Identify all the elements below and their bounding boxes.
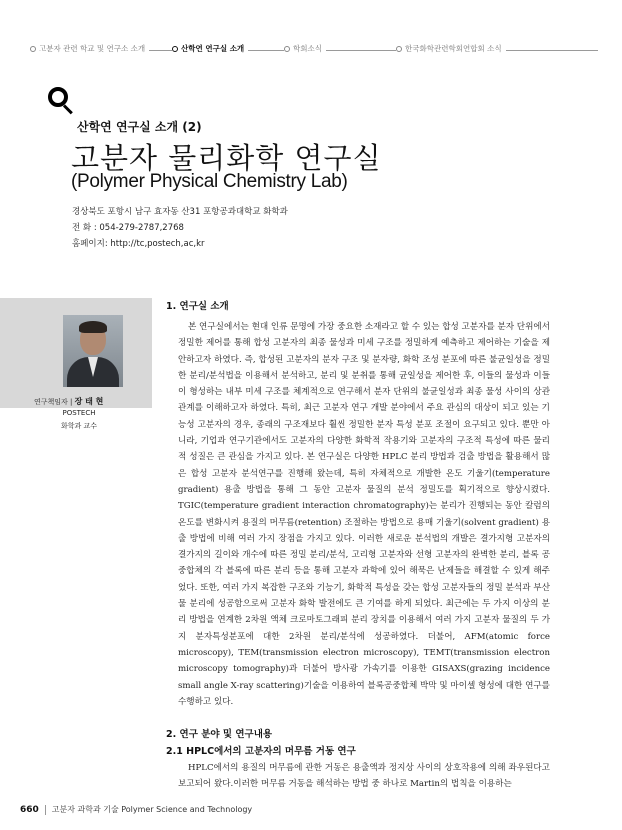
address-text: 경상북도 포항시 남구 효자동 산31 포항공과대학교 화학과 [72,207,288,217]
page-subtitle: (Polymer Physical Chemistry Lab) [71,171,348,192]
researcher-photo [63,315,123,387]
section-body-2-1 [178,760,550,793]
researcher-role: 연구책임자 | [34,398,73,406]
magnifier-handle-icon [63,104,73,114]
photo-hair [79,321,107,333]
nav-item-label: 한국화학관련학회연합회 소식 [405,44,502,53]
section-heading-2: 2. 연구 분야 및 연구내용 [166,729,273,740]
paragraph: HPLC에서의 용질의 머무름에 관한 거동은 용출액과 정지상 사이의 상호작용에 의해 좌우된다고 보고되어 왔다.이러한 머무름 거동을 해석하는 방법 중 하나로 Martin의 법칙을 이용하는 [178,763,550,790]
nav-bullet-icon [30,46,36,52]
nav-item-lab-intro[interactable] [172,43,248,54]
nav-bullet-icon [396,46,402,52]
nav-item-society-news[interactable] [284,43,326,54]
page-footer [20,804,252,815]
top-navigation [30,41,598,57]
journal-name: 고분자 과학과 기술 Polymer Science and Technology [51,805,253,814]
nav-item-federation-news[interactable] [396,43,506,54]
page-title: 고분자 물리화학 연구실 [71,141,382,175]
nav-item-label: 산학연 연구실 소개 [181,44,245,53]
researcher-caption [34,396,134,433]
phone-text: 전 화 : 054-279-2787,2768 [72,223,184,233]
nav-bullet-icon [172,46,178,52]
nav-item-schools[interactable] [30,43,149,54]
nav-bullet-icon [284,46,290,52]
section-body-1 [178,319,550,710]
researcher-name: 장 태 현 [74,397,104,406]
page-number: 660 [20,804,39,815]
section-heading-2-1: 2.1 HPLC에서의 고분자의 머무름 거동 연구 [166,746,356,757]
researcher-org: POSTECH [62,409,96,417]
series-label: 산학연 연구실 소개 (2) [77,120,202,134]
paragraph: 본 연구실에서는 현대 인류 문명에 가장 중요한 소재라고 할 수 있는 합성 고분자를 분자 단위에서 정밀한 제어를 통해 합성 고분자의 최종 물성과 미세 구조를 정밀하게 예측하고 제어하는 기술을 제안하고자 하였다. 즉, 합성된 고분자의 분자 구조 및 분자량, 화학 조성 분포에 따른 불균일성을 정밀한 분리/분석법을 이용해서 분석하고, 분리 및 분취를 통해 균일성을 제어한 후, 이들의 물성과 이들이 형성하는 내부 미세 구조를 체계적으로 연구해서 분자 단위의 불균일성과 최종 물성 사이의 상관관계를 이해하고자 하였다. 특히, 최근 고분자 연구 개발 분야에서 주요 관심의 대상이 되고 있는 기능성 고분자의 경우, 종래의 구조재보다 훨씬 정밀한 분자 특성 분포 조절이 요구되고 있다. 뿐만 아니라, 기업과 연구기관에서도 고분자의 다양한 화학적 작용기와 고분자의 구조적 특성에 따른 물리적 성질은 큰 관심을 가지고 있다. 본 연구실은 다양한 HPLC 분리 방법과 검출 방법을 활용해서 많은 합성 고분자 분석연구를 진행해 왔는데, 특히 자체적으로 개발한 온도 기울기(temperature gradient) 용출 방법을 통해 그 동안 고분자 물질의 분석 정밀도를 획기적으로 향상시켰다. TGIC(temperature gradient interaction chromatography)는 분리가 진행되는 동안 칼럼의 온도를 변화시켜 용질의 머무름(retention) 조절하는 방법으로 용매 기울기(solvent gradient) 용출 방법에 비해 여러 가지 장점을 가지고 있다. 이러한 새로운 분석법의 개발은 결가지형 고분자의 결가지의 길이와 개수에 따른 정밀 분리/분석, 고리형 고분자와 선형 고분자의 완벽한 분리, 블록 공중합체의 각 블록에 따른 분리 등을 통해 고분자 과학에 있어 해묵은 난제들을 해결할 수 있게 해주었다. 또한, 여러 가지 복잡한 구조와 기능기, 화학적 특성을 갖는 합성 고분자들의 정밀 분석과 부산물 분리에 성공함으로써 고분자 화학 발전에도 큰 기여를 하게 되었다. 최근에는 두 가지 이상의 분리 방법을 연계한 2차원 액체 크로마토그래피 분리 장치를 이용해서 여러 가지 고분자 물질의 두 가지 분자특성분포에 대한 2차원 분리/분석에 성공하였다. 더불어, AFM(atomic force microscopy), TEM(transmission electron microscopy), TEMT(transmission electron microscopy tomography)과 더불어 방사광 가속기를 이용한 GISAXS(grazing incidence small angle X-ray scattering)기술을 이용하여 블록공중합체 박막 및 마이셀 형성에 대한 연구를 수행하고 있다. [178,322,551,707]
homepage-link[interactable]: 홈페이지: http://tc,postech,ac,kr [72,239,205,249]
nav-item-label: 학회소식 [293,44,322,53]
researcher-dept: 화학과 교수 [60,422,98,430]
nav-item-label: 고분자 관련 학교 및 연구소 소개 [39,44,146,53]
section-heading-1: 1. 연구실 소개 [166,301,229,312]
footer-divider [45,805,46,815]
